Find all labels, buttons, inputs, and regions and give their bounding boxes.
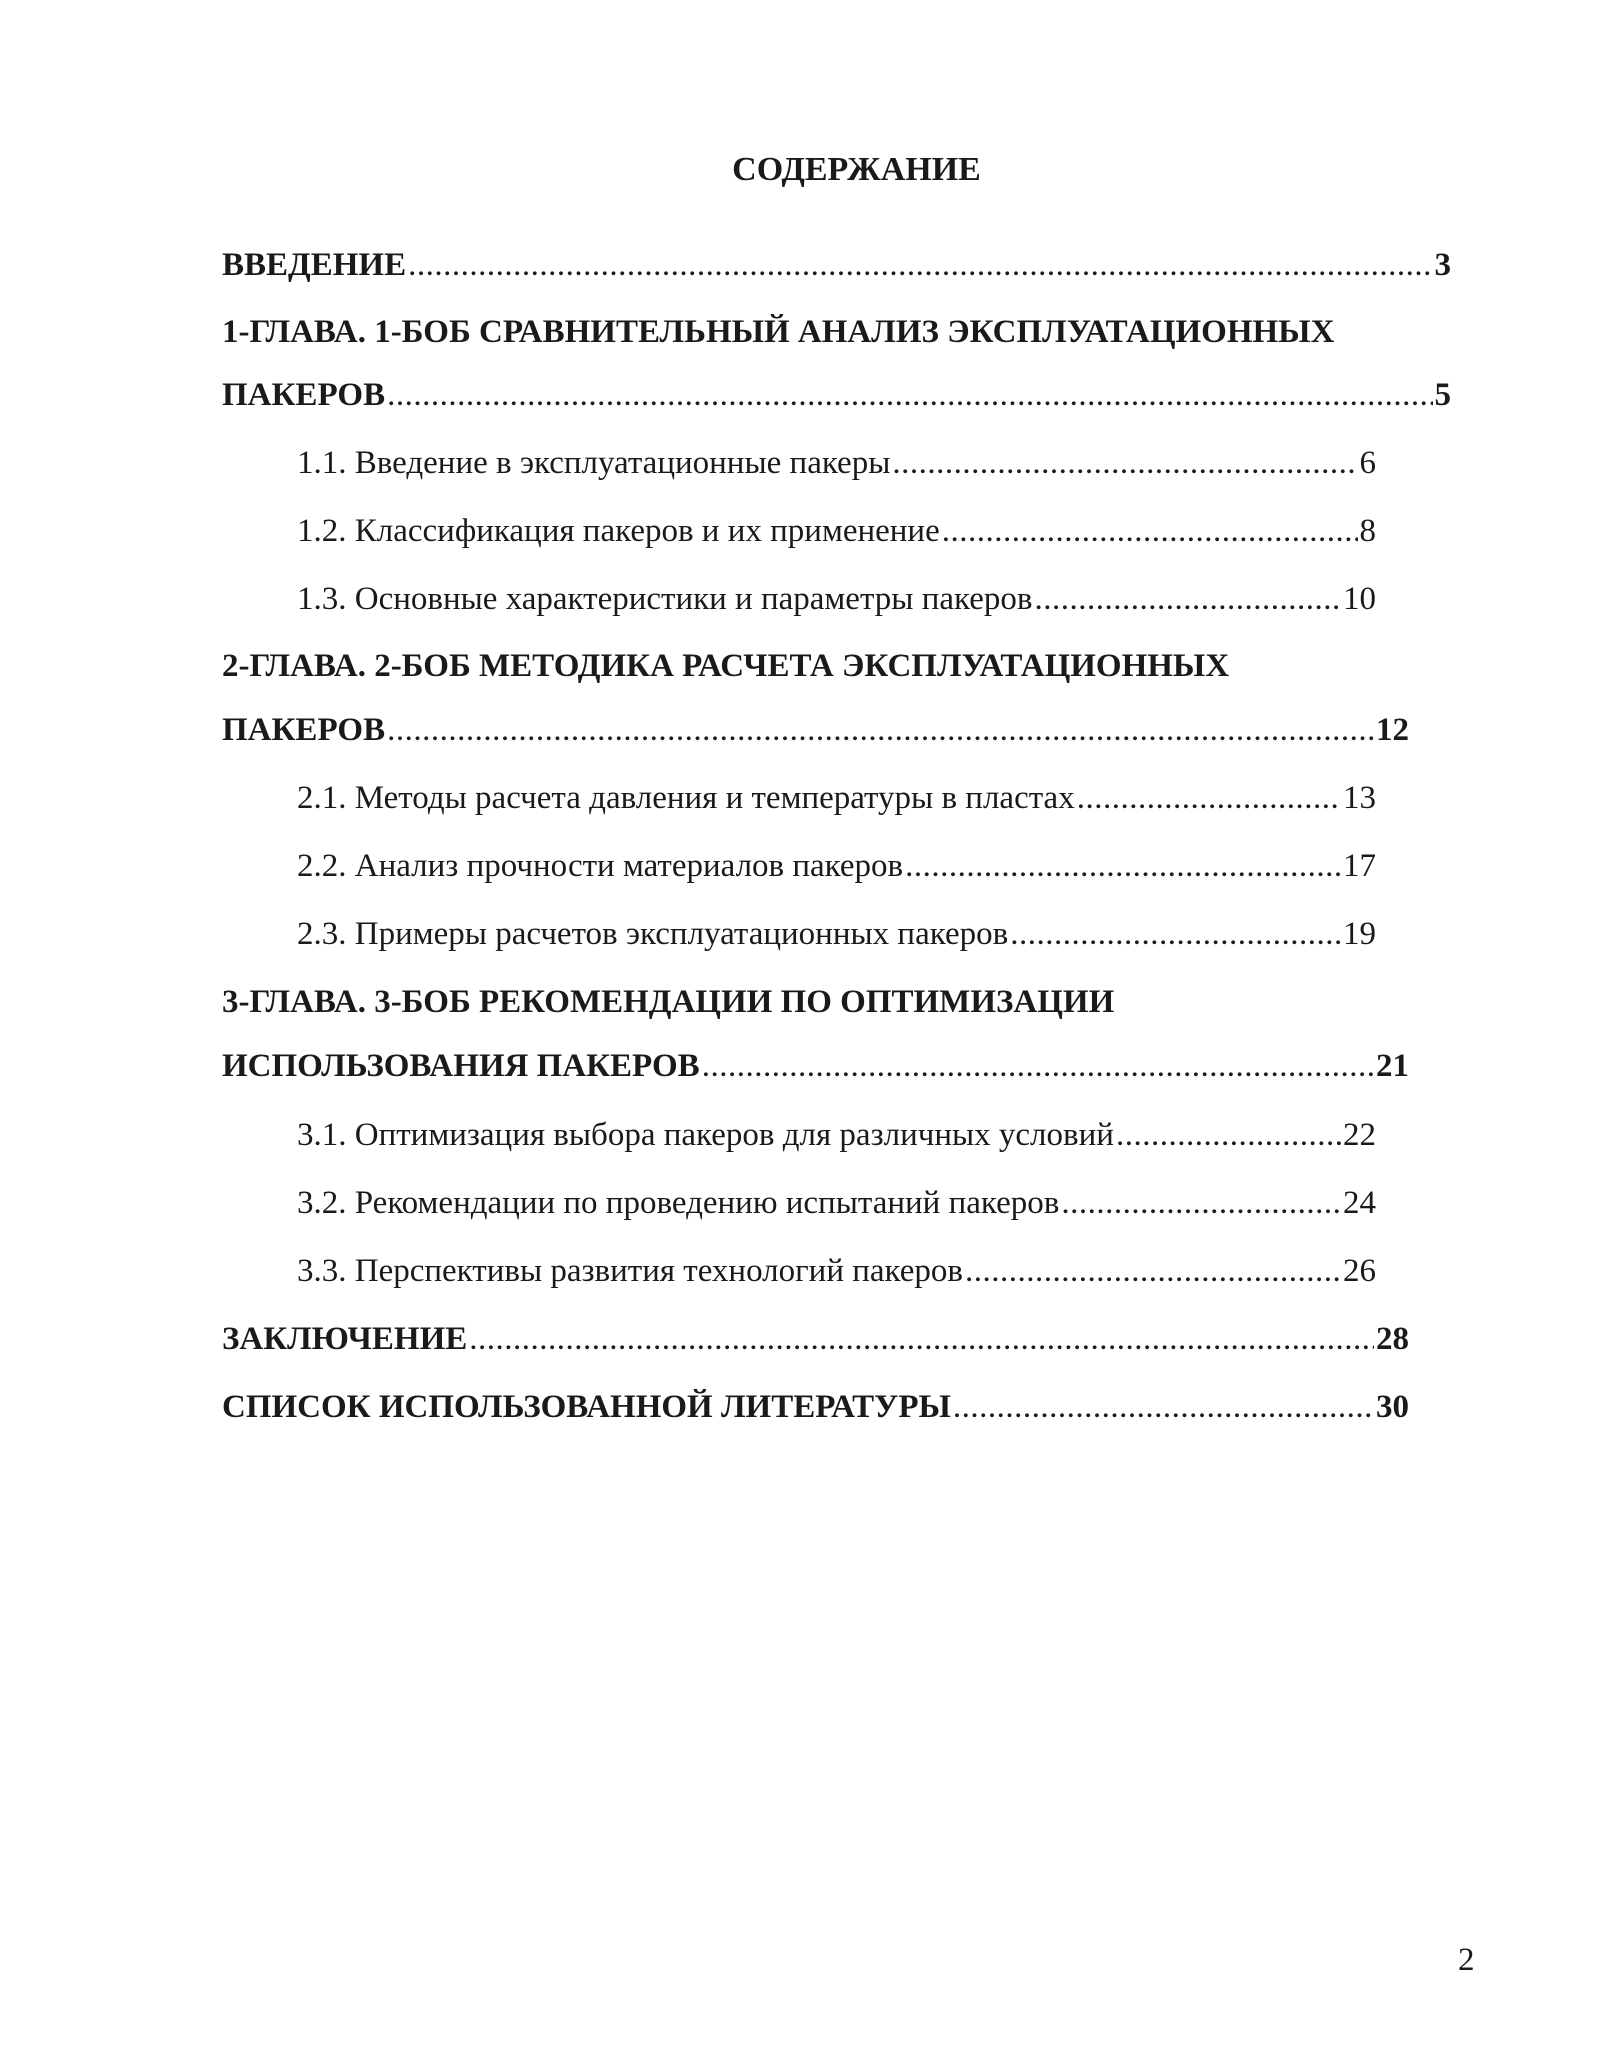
toc-entry-page: 19 [1343, 916, 1376, 952]
toc-entry-title: 1.2. Классификация пакеров и их применение [297, 513, 940, 549]
dot-leader [387, 708, 1374, 752]
dot-leader [965, 1249, 1341, 1293]
toc-entry-page: 3 [1434, 247, 1451, 283]
dot-leader [905, 844, 1341, 888]
toc-section-2-2[interactable] [297, 844, 1376, 888]
toc-entry-title: 2.2. Анализ прочности материалов пакеров [297, 848, 904, 884]
toc-section-3-3[interactable] [297, 1249, 1376, 1293]
toc-entry-title: 1.3. Основные характеристики и параметры пакеров [297, 581, 1033, 617]
dot-leader [1010, 912, 1341, 956]
page-title: СОДЕРЖАНИЕ [732, 151, 981, 188]
toc-entry-title: 2-ГЛАВА. 2-БОБ МЕТОДИКА РАСЧЕТА ЭКСПЛУАТАЦИОННЫХ [222, 648, 1230, 684]
dot-leader [942, 509, 1358, 553]
toc-section-2-3[interactable] [297, 912, 1376, 956]
toc-entry-page: 13 [1343, 780, 1376, 816]
toc-section-1-3[interactable] [297, 577, 1376, 621]
dot-leader [387, 373, 1432, 417]
toc-entry-title: 3.3. Перспективы развития технологий пакеров [297, 1253, 963, 1289]
toc-entry-page: 22 [1343, 1117, 1376, 1153]
toc-entry-title: ВВЕДЕНИЕ [222, 247, 407, 283]
toc-section-1-2[interactable] [297, 509, 1376, 553]
dot-leader [408, 243, 1432, 287]
toc-entry-page: 21 [1376, 1048, 1409, 1084]
toc-entry-page: 17 [1343, 848, 1376, 884]
toc-section-3-2[interactable] [297, 1181, 1376, 1225]
dot-leader [892, 441, 1357, 485]
dot-leader [702, 1044, 1374, 1088]
toc-entry-title: ПАКЕРОВ [222, 377, 386, 413]
toc-entry-title: ИСПОЛЬЗОВАНИЯ ПАКЕРОВ [222, 1048, 700, 1084]
toc-chapter-1-line-1[interactable] [222, 310, 1492, 354]
toc-entry-page: 12 [1376, 712, 1409, 748]
toc-entry-page: 24 [1343, 1185, 1376, 1221]
toc-entry-page: 5 [1434, 377, 1451, 413]
page-number: 2 [1458, 1942, 1475, 1978]
toc-chapter-2[interactable] [222, 708, 1409, 752]
toc-section-2-1[interactable] [297, 776, 1376, 820]
toc-entry-page: 28 [1376, 1321, 1409, 1357]
toc-entry-page: 8 [1359, 513, 1376, 549]
toc-entry-title: 1.1. Введение в эксплуатационные пакеры [297, 445, 891, 481]
toc-entry-page: 26 [1343, 1253, 1376, 1289]
toc-entry-conclusion[interactable] [222, 1317, 1409, 1361]
toc-entry-page: 30 [1376, 1389, 1409, 1425]
dot-leader [1034, 577, 1341, 621]
dot-leader [953, 1385, 1374, 1429]
toc-chapter-1[interactable] [222, 373, 1451, 417]
toc-entry-page: 10 [1343, 581, 1376, 617]
toc-entry-title: 3.1. Оптимизация выбора пакеров для различных условий [297, 1117, 1114, 1153]
toc-chapter-2-line-1[interactable] [222, 644, 1472, 688]
toc-entry-title: ПАКЕРОВ [222, 712, 386, 748]
dot-leader [1061, 1181, 1341, 1225]
toc-entry-title: ЗАКЛЮЧЕНИЕ [222, 1321, 468, 1357]
toc-entry-title: 2.3. Примеры расчетов эксплуатационных пакеров [297, 916, 1009, 952]
toc-entry-introduction[interactable] [222, 243, 1451, 287]
toc-chapter-3-line-1[interactable] [222, 980, 1472, 1024]
toc-entry-title: 2.1. Методы расчета давления и температуры в пластах [297, 780, 1075, 816]
toc-entry-title: 3-ГЛАВА. 3-БОБ РЕКОМЕНДАЦИИ ПО ОПТИМИЗАЦИИ [222, 984, 1115, 1020]
dot-leader [1077, 776, 1341, 820]
toc-section-1-1[interactable] [297, 441, 1376, 485]
toc-entry-title: СПИСОК ИСПОЛЬЗОВАННОЙ ЛИТЕРАТУРЫ [222, 1389, 951, 1425]
toc-entry-references[interactable] [222, 1385, 1409, 1429]
toc-entry-title: 1-ГЛАВА. 1-БОБ СРАВНИТЕЛЬНЫЙ АНАЛИЗ ЭКСПЛУАТАЦИОННЫХ [222, 314, 1335, 350]
dot-leader [469, 1317, 1374, 1361]
toc-section-3-1[interactable] [297, 1113, 1376, 1157]
toc-entry-page: 6 [1359, 445, 1376, 481]
toc-chapter-3[interactable] [222, 1044, 1409, 1088]
toc-entry-title: 3.2. Рекомендации по проведению испытаний пакеров [297, 1185, 1060, 1221]
dot-leader [1116, 1113, 1341, 1157]
